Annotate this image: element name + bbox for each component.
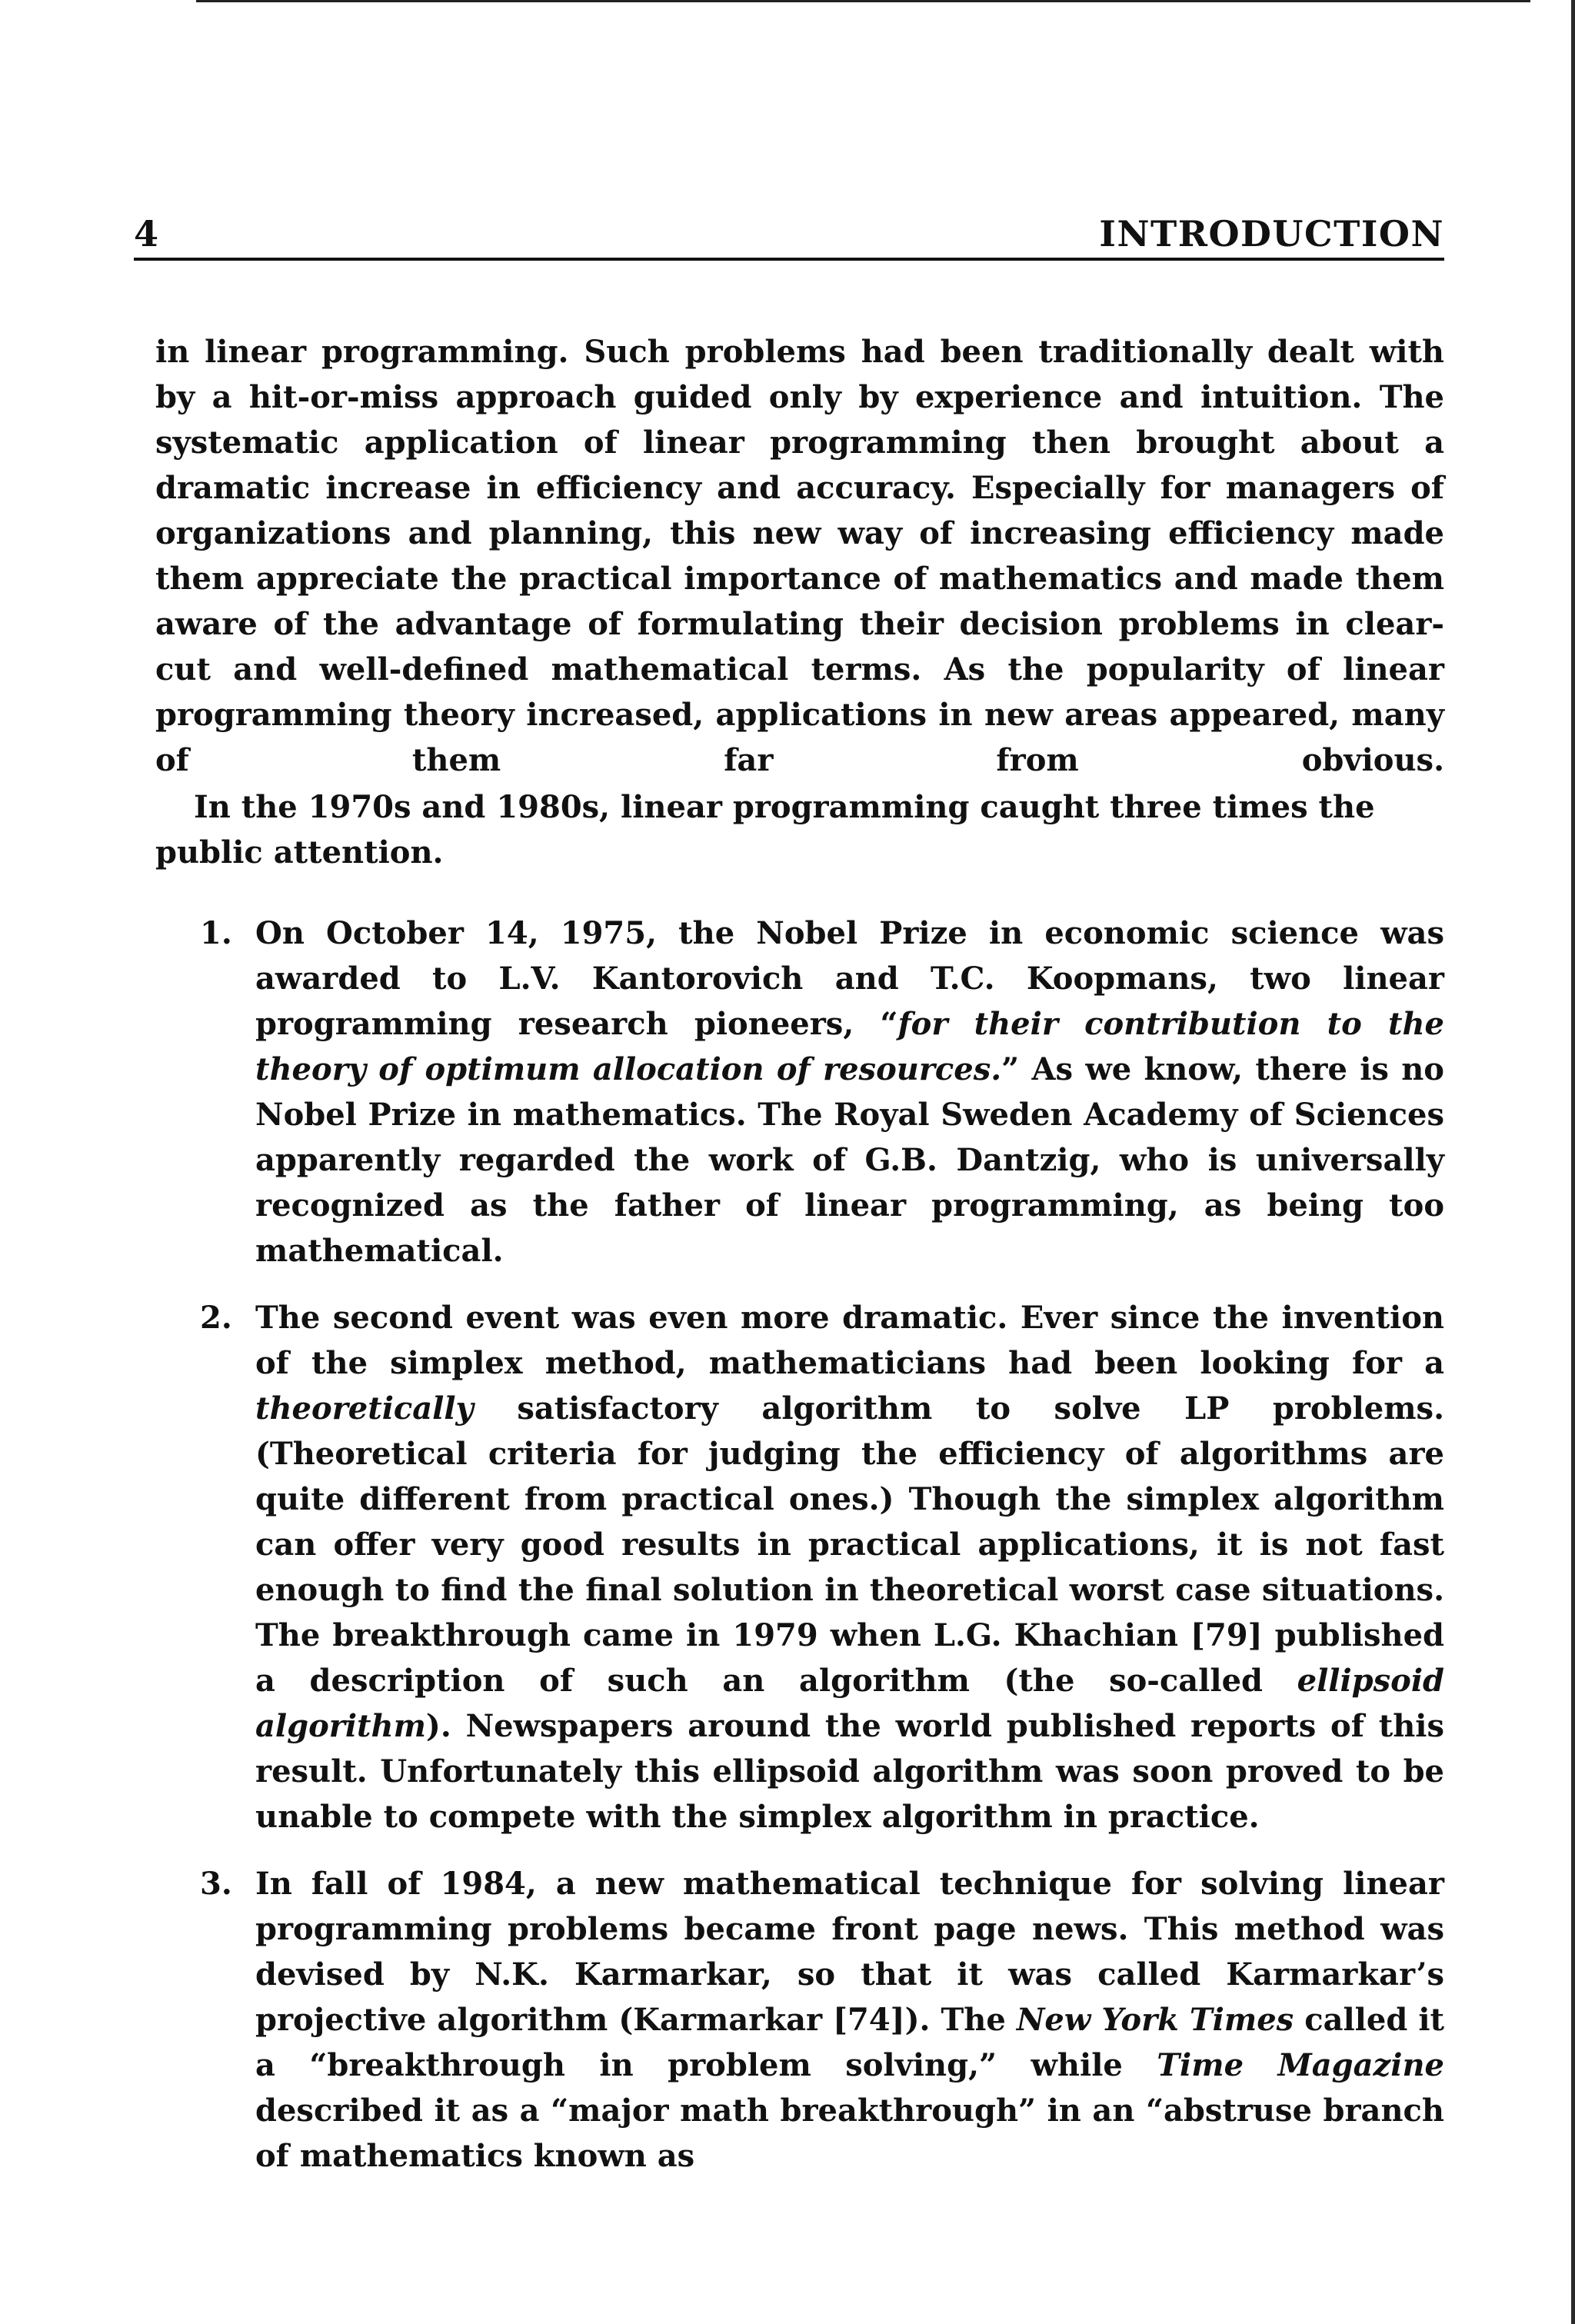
page-number: 4 xyxy=(134,213,159,255)
list-item xyxy=(155,911,1444,1274)
scan-edge-top-right xyxy=(900,0,1530,2)
list-item-number: 2. xyxy=(200,1300,232,1336)
list-item xyxy=(155,1295,1444,1840)
body-text xyxy=(155,329,1444,2200)
numbered-list xyxy=(155,911,1444,2179)
page-header xyxy=(134,204,1444,261)
scan-edge-right xyxy=(1571,0,1575,2324)
list-item-number: 1. xyxy=(200,915,232,951)
running-head: INTRODUCTION xyxy=(1099,213,1444,255)
list-item-text: In fall of 1984, a new mathematical technique for solving linear programming problems became front page news. This method was devised by N.K. Karmarkar, so that it was called Karmarkar’s projective algorithm (Karmarkar [74]). The New York Times called it a “breakthrough in problem solving,” while Time Magazine described it as a “major math breakthrough” in an “abstruse branch of mathematics known as xyxy=(255,1866,1444,2174)
paragraph: In the 1970s and 1980s, linear programming caught three times the public attention. xyxy=(155,789,1375,871)
paragraph: in linear programming. Such problems had been traditionally dealt with by a hit-or-miss approach guided only by experience and intuition. The systematic application of linear programming then brought about a dramatic increase in efficiency and accuracy. Especially for managers of organizations and planning, this new way of increasing efficiency made them appreciate the practical importance of mathematics and made them aware of the advantage of formulating their decision problems in clear-cut and well-defined mathematical terms. As the popularity of linear programming theory increased, applications in new areas appeared, many of them far from obvious. xyxy=(155,334,1444,778)
list-item-text: The second event was even more dramatic. Ever since the invention of the simplex method, mathematicians had been looking for a theoretically satisfactory algorithm to solve LP problems. (Theoretical criteria for judging the efficiency of algorithms are quite different from practical ones.) Though the simplex algorithm can offer very good results in practical applications, it is not fast enough to find the final solution in theoretical worst case situations. The breakthrough came in 1979 when L.G. Khachian [79] published a description of such an algorithm (the so-called ellipsoid algorithm). Newspapers around the world published reports of this result. Unfortunately this ellipsoid algorithm was soon proved to be unable to compete with the simplex algorithm in practice. xyxy=(255,1300,1444,1835)
list-item xyxy=(155,1861,1444,2179)
list-item-number: 3. xyxy=(200,1866,232,1902)
list-item-text: On October 14, 1975, the Nobel Prize in economic science was awarded to L.V. Kantorovich and T.C. Koopmans, two linear programming research pioneers, “for their contribution to the theory of optimum allocation of resources.” As we know, there is no Nobel Prize in mathematics. The Royal Sweden Academy of Sciences apparently regarded the work of G.B. Dantzig, who is universally recognized as the father of linear programming, as being too mathematical. xyxy=(255,915,1444,1269)
